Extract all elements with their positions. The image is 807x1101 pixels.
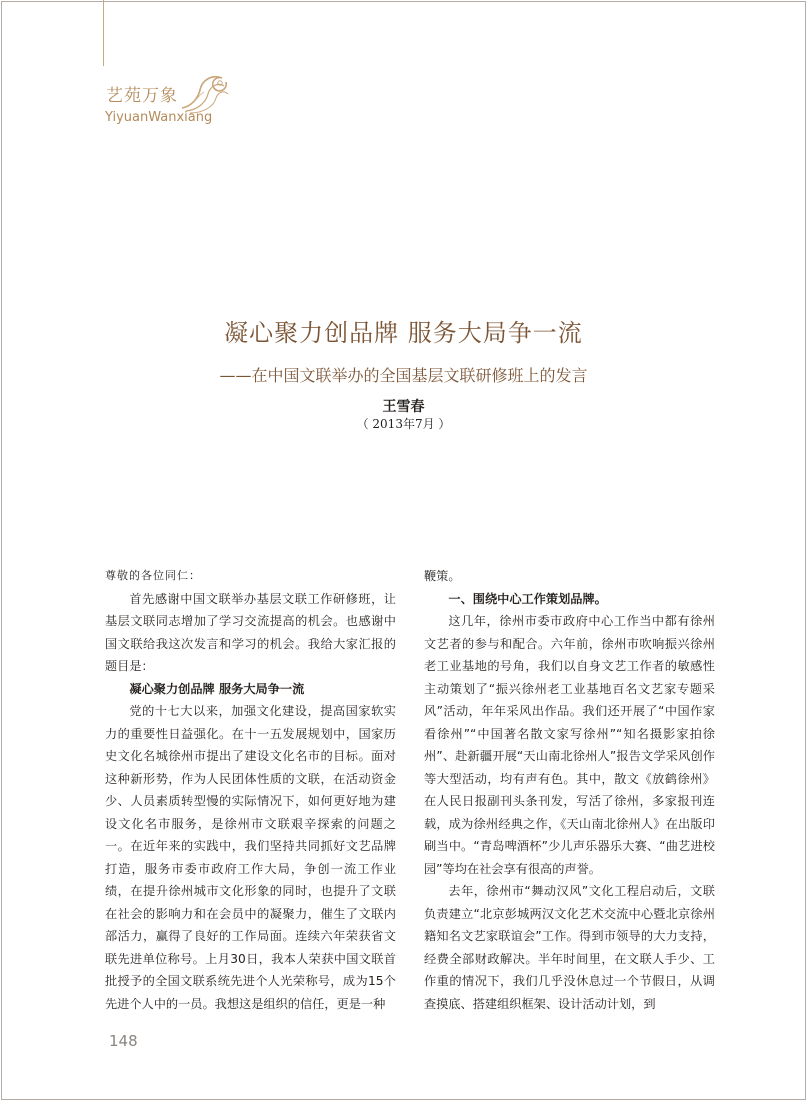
article-date: （ 2013年7月 ） [356, 417, 451, 431]
page-number: 148 [109, 1032, 138, 1050]
section-logo-pinyin: YiyuanWanxiang [105, 110, 213, 125]
article-title: 凝心聚力创品牌 服务大局争一流 [224, 319, 583, 347]
right-text-column [424, 565, 715, 1015]
margin-guide-line [103, 0, 104, 66]
paragraph: 党的十七大以来，加强文化建设，提高国家软实力的重要性日益强化。在十一五发展规划中，国家历史文化名城徐州市提出了建设文化名市的目标。面对这种新形势，作为人民团体性质的文联，在活动资金少、人员素质转型慢的实际情况下，如何更好地为建设文化名市服务，是徐州市文联艰辛探索的问题之一。在近年来的实践中，我们坚持共同抓好文艺品牌打造，服务市委市政府工作大局，争创一流工作业绩，在提升徐州城市文化形象的同时，也提升了文联在社会的影响力和在会员中的凝聚力，催生了文联内部活力，赢得了良好的工作局面。连续六年荣获省文联先进单位称号。上月30日，我本人荣获中国文联首批授予的全国文联系统先进个人光荣称号，成为15个先进个人中的一员。我想这是组织的信任，更是一种 [105, 704, 396, 1011]
paragraph: 去年，徐州市“舞动汉风”文化工程启动后，文联负责建立“北京彭城两汉文化艺术交流中心暨北京徐州籍知名文艺家联谊会”工作。得到市领导的大力支持，经费全部财政解决。半年时间里，在文联人手少、工作重的情况下，我们几乎没休息过一个节假日，从调查摸底、搭建组织框架、设计活动计划，到 [424, 884, 715, 1011]
speech-topic-heading: 凝心聚力创品牌 服务大局争一流 [129, 681, 305, 696]
salutation: 尊敬的各位同仁： [105, 569, 201, 582]
paragraph: 首先感谢中国文联举办基层文联工作研修班，让基层文联同志增加了学习交流提高的机会。也感谢中国文联给我这次发言和学习的机会。我给大家汇报的题目是： [105, 591, 396, 673]
left-text-column [105, 565, 396, 1015]
wave-logo-icon [180, 68, 232, 114]
article-subtitle: ——在中国文联举办的全国基层文联研修班上的发言 [219, 366, 588, 385]
section-logo-chinese: 艺苑万象 [106, 86, 178, 106]
section-heading: 一、围绕中心工作策划品牌。 [448, 591, 607, 606]
paragraph-continuation: 鞭策。 [424, 569, 461, 583]
paragraph: 这几年，徐州市委市政府中心工作当中都有徐州文艺者的参与和配合。六年前，徐州市吹响振兴徐州老工业基地的号角，我们以自身文艺工作者的敏感性主动策划了“振兴徐州老工业基地百名文艺家专题采风”活动，年年采风出作品。我们还开展了“中国作家看徐州”“中国著名散文家写徐州”“知名摄影家拍徐州”、赴新疆开展“天山南北徐州人”报告文学采风创作等大型活动，均有声有色。其中，散文《放鹤徐州》在人民日报副刊头条刊发，写活了徐州，多家报刊连载，成为徐州经典之作，《天山南北徐州人》在出版印刷当中。“青岛啤酒杯”少儿声乐器乐大赛、“曲艺进校园”等均在社会享有很高的声誉。 [424, 614, 715, 876]
article-author: 王雪春 [382, 399, 425, 415]
